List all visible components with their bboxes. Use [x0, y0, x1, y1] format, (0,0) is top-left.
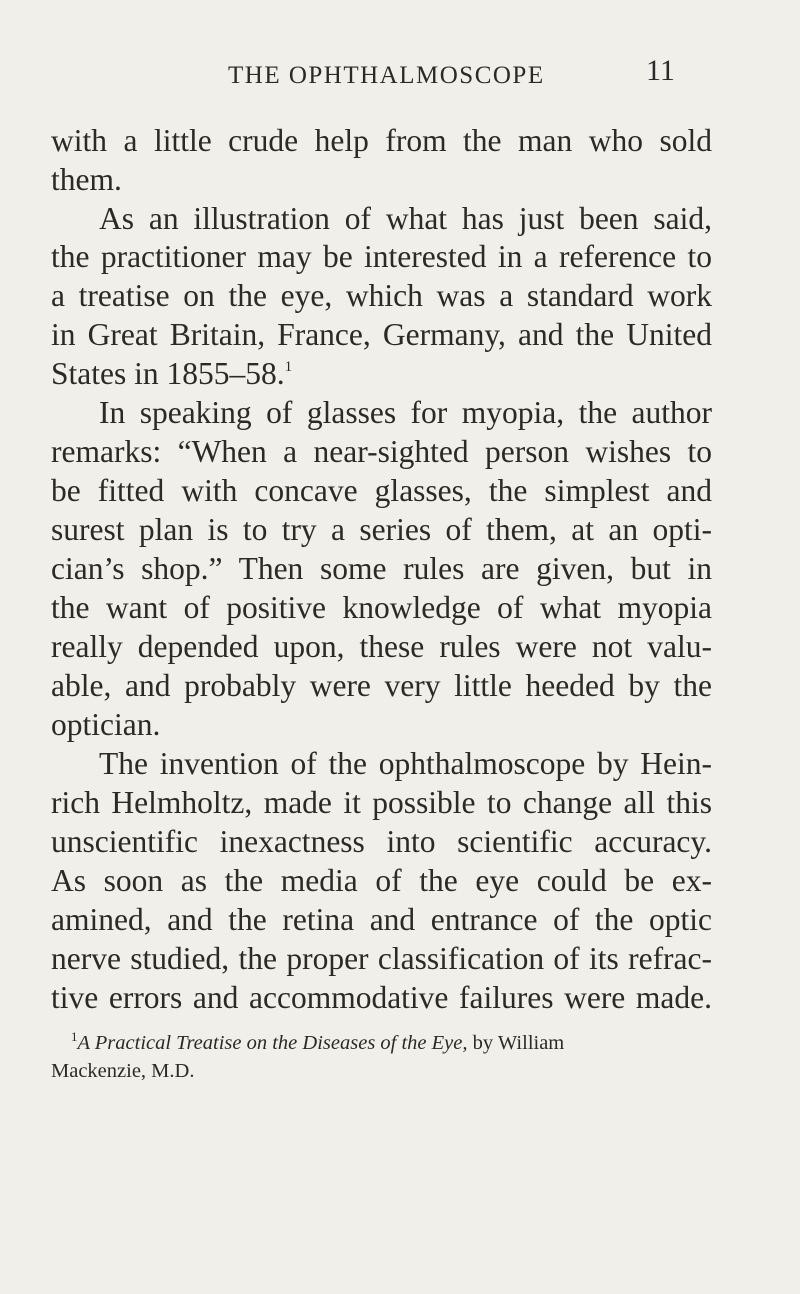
running-title: THE OPHTHALMOSCOPE	[228, 62, 545, 89]
text-line: rich Helmholtz, made it possible to change all this	[51, 785, 712, 820]
page-number: 11	[646, 54, 675, 87]
footnote-reference: 1	[284, 359, 293, 375]
text-line: amined, and the retina and entrance of the optic	[51, 902, 712, 937]
text-line: the practitioner may be interested in a reference to	[51, 239, 712, 274]
text-line: nerve studied, the proper classification of its refrac-	[51, 941, 712, 976]
text-line: really depended upon, these rules were not valu-	[51, 629, 712, 664]
text-line: with a little crude help from the man who sold	[51, 123, 712, 158]
text-line: able, and probably were very little heeded by the	[51, 668, 712, 703]
text-line: them.	[51, 162, 122, 197]
text-line: unscientific inexactness into scientific accuracy.	[51, 824, 712, 859]
text-line: be fitted with concave glasses, the simplest and	[51, 473, 712, 508]
footnote-line	[71, 1029, 565, 1054]
text-line	[51, 358, 292, 390]
footnote-book-title: A Practical Treatise on the Diseases of the Eye,	[77, 1032, 468, 1054]
footnote-line: Mackenzie, M.D.	[51, 1060, 195, 1082]
text-line: In speaking of glasses for myopia, the author	[99, 395, 712, 430]
footnote-author: by William	[467, 1032, 565, 1054]
text-line: The invention of the ophthalmoscope by Hein-	[99, 746, 712, 781]
text-line: in Great Britain, France, Germany, and the United	[51, 317, 712, 352]
text-line: As an illustration of what has just been said,	[99, 201, 712, 236]
text-line: a treatise on the eye, which was a standard work	[51, 278, 712, 313]
text-line: optician.	[51, 707, 161, 742]
footnote-marker: 1	[71, 1029, 78, 1044]
text-line-content: States in 1855–58.	[51, 356, 285, 391]
text-line: tive errors and accommodative failures were made.	[51, 980, 712, 1015]
text-line: surest plan is to try a series of them, at an opti-	[51, 512, 712, 547]
text-line: As soon as the media of the eye could be ex-	[51, 863, 712, 898]
text-line: cian’s shop.” Then some rules are given, but in	[51, 551, 712, 586]
text-line: the want of positive knowledge of what myopia	[51, 590, 712, 625]
page-header	[0, 54, 800, 102]
text-line: remarks: “When a near-sighted person wishes to	[51, 434, 712, 469]
